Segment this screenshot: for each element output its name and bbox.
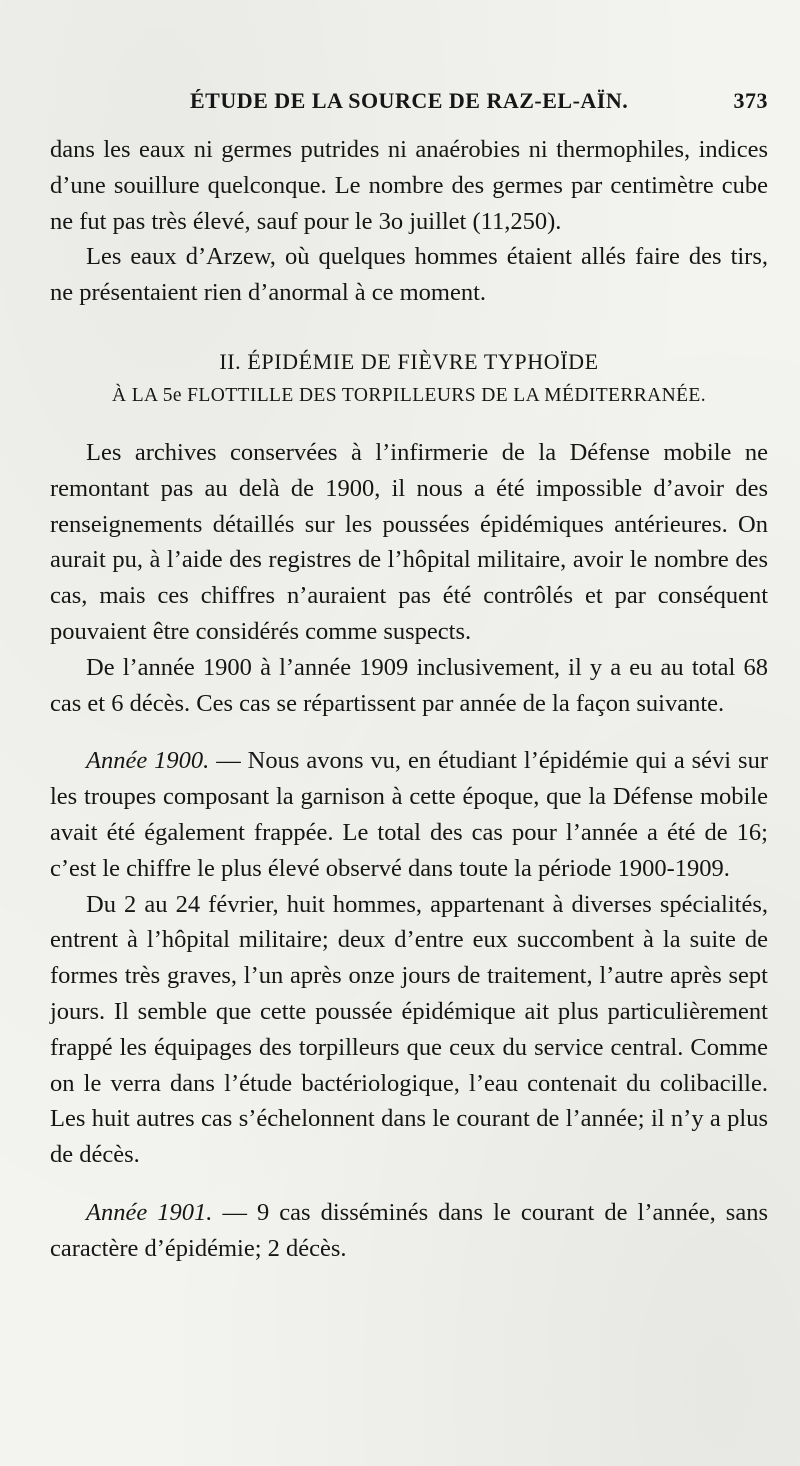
paragraph-gap [50, 1173, 768, 1195]
year-text-1901: — 9 cas disséminés dans le courant de l’année, sans caractère d’épidémie; 2 décès. [50, 1198, 768, 1262]
paragraph-gap [50, 721, 768, 743]
year-text-1900: — Nous avons vu, en étudiant l’épidémie qui a sévi sur les troupes composant la garnison à cette époque, que la Défense mobile avait été également frappée. Le total des cas pour l’année a été de 16; c’est le chiffre le plus élevé observé dans toute la période 1900-1909. [50, 747, 768, 882]
year-label-1900: Année 1900. [86, 747, 210, 775]
running-title: ÉTUDE DE LA SOURCE DE RAZ-EL-AÏN. [190, 88, 629, 113]
paragraph-arzew: Les eaux d’Arzew, où quelques hommes étaient allés faire des tirs, ne présentaient rien d’anormal à ce moment. [50, 243, 768, 307]
year-label-1901: Année 1901. [86, 1198, 213, 1226]
page-number: 373 [733, 88, 768, 113]
section-heading-title: II. ÉPIDÉMIE DE FIÈVRE TYPHOÏDE [219, 348, 599, 374]
paragraph-year-1900 [50, 743, 768, 886]
paragraph-year-1901 [50, 1195, 768, 1267]
section-heading [50, 345, 768, 413]
paragraph-february: Du 2 au 24 février, huit hommes, appartenant à diverses spécialités, entrent à l’hôpital militaire; deux d’entre eux succombent à la suite de formes très graves, l’un après onze jours de traitement, l’autre après sept jours. Il semble que cette poussée épidémique ait plus particulièrement frappé les équipages des torpilleurs que ceux du service central. Comme on le verra dans l’étude bactériologique, l’eau contenait du colibacille. Les huit autres cas s’échelonnent dans le courant de l’année; il n’y a plus de décès. [50, 890, 768, 1169]
paragraph-totals: De l’année 1900 à l’année 1909 inclusivement, il y a eu au total 68 cas et 6 décès. Ces cas se répartissent par année de la façon suivante. [50, 653, 768, 717]
section-heading-subtitle: À LA 5e FLOTTILLE DES TORPILLEURS DE LA MÉDITERRANÉE. [111, 384, 707, 406]
running-head [50, 88, 768, 124]
paragraph-archives: Les archives conservées à l’infirmerie de la Défense mobile ne remontant pas au delà de 1900, il nous a été impossible d’avoir des renseignements détaillés sur les poussées épidémiques antérieures. On aurait pu, à l’aide des registres de l’hôpital militaire, avoir le nombre des cas, mais ces chiffres n’auraient pas été contrôlés et par conséquent pouvaient être considérés comme suspects. [50, 438, 768, 645]
paragraph-continuation: dans les eaux ni germes putrides ni anaérobies ni thermophiles, indices d’une souillure quelconque. Le nombre des germes par centimètre cube ne fut pas très élevé, sauf pour le 3o juillet (11,250). [50, 136, 768, 235]
body-text [50, 132, 768, 1267]
